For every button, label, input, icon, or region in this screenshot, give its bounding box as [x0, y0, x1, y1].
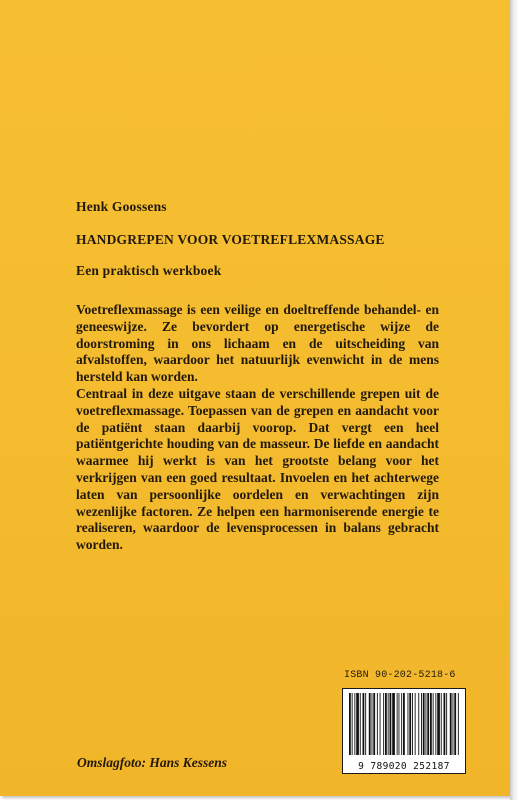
barcode-bar — [412, 693, 413, 755]
barcode-bar — [385, 693, 387, 755]
barcode-bar — [397, 693, 398, 755]
barcode-bar — [377, 693, 378, 755]
barcode-bar — [403, 693, 405, 755]
barcode-bar — [430, 693, 432, 755]
barcode-bar — [409, 693, 411, 755]
barcode-bar — [458, 693, 459, 755]
barcode-bars — [349, 693, 459, 759]
barcode-bar — [421, 693, 422, 755]
barcode-bar — [360, 693, 361, 755]
barcode-bar — [356, 693, 359, 755]
barcode-bar — [423, 693, 425, 755]
barcode-bar — [369, 693, 371, 755]
blurb-paragraph-1: Voetreflexmassage is een veilige en doeltreffende behandel- en geneeswijze. Ze bevordert op energetische wijze de doorstroming in ons lichaam en de uitscheiding van afvalstoffen, waardoor het natuurlijk evenwicht in de mens hersteld kan worden. — [76, 302, 439, 385]
book-title: HANDGREPEN VOOR VOETREFLEXMASSAGE — [76, 232, 385, 247]
back-cover-blurb — [76, 302, 439, 554]
blurb-paragraph-2: Centraal in deze uitgave staan de verschillende grepen uit de voetreflexmassage. Toepassen van de grepen en aandacht voor de patiënt staan daarbij voorop. Dat vergt een heel patiëntgerichte houding van de masseur. De liefde en aandacht waarmee hij werkt is van het grootste belang voor het verkrijgen van een goed resultaat. Invoelen en het achterwege laten van persoonlijke oordelen en verwachtingen zijn wezenlijke factoren. Ze helpen een harmoniserende energie te realiseren, waardoor de levensprocessen in balans gebracht worden. — [76, 385, 439, 553]
barcode-bar — [426, 693, 427, 755]
barcode-bar — [380, 693, 381, 755]
barcode-bar — [383, 693, 384, 755]
barcode-bar — [441, 693, 442, 755]
barcode-bar — [354, 693, 355, 755]
photo-credit: Omslagfoto: Hans Kessens — [77, 755, 228, 770]
barcode-bar — [352, 693, 353, 755]
barcode-bar — [433, 693, 434, 755]
barcode-bar — [427, 693, 429, 755]
barcode-bar — [401, 693, 402, 755]
barcode-number: 9 789020 252187 — [358, 761, 450, 772]
barcode-bar — [408, 693, 409, 755]
barcode-bar — [349, 693, 351, 755]
book-subtitle: Een praktisch werkboek — [76, 263, 222, 278]
barcode-bar — [446, 693, 447, 755]
author-name: Henk Goossens — [76, 199, 167, 214]
barcode-bar — [365, 693, 366, 755]
barcode-bar — [444, 693, 446, 755]
barcode-bar — [450, 693, 452, 755]
barcode-bar — [418, 693, 419, 755]
barcode-bar — [399, 693, 400, 755]
page-edge — [510, 0, 519, 800]
barcode-bar — [454, 693, 456, 755]
barcode-bar — [392, 693, 395, 755]
barcode-bar — [388, 693, 389, 755]
barcode-bar — [363, 693, 365, 755]
barcode-bar — [435, 693, 436, 755]
barcode-bar — [390, 693, 392, 755]
barcode — [342, 688, 466, 774]
barcode-bar — [373, 693, 375, 755]
isbn-label: ISBN 90-202-5218-6 — [344, 670, 456, 681]
barcode-bar — [437, 693, 440, 755]
barcode-bar — [453, 693, 454, 755]
barcode-bar — [415, 693, 416, 755]
barcode-bar — [372, 693, 373, 755]
